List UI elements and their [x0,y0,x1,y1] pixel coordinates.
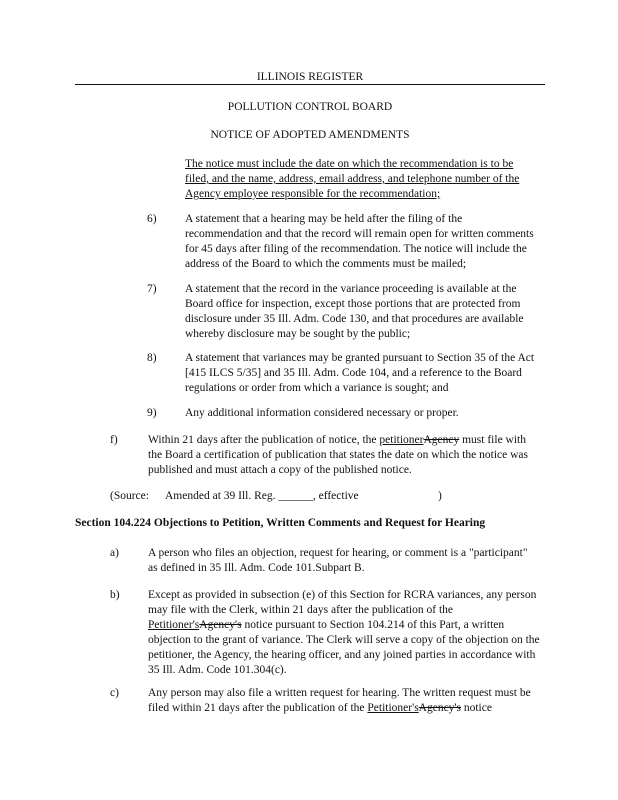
text-run: Any person may also file a written request for hearing. The written request must be filed within 21 days after the publication of the [148,687,531,714]
item-number: 9) [147,407,157,419]
item-number: c) [110,687,119,699]
text-run: must file with the Board a certification of publication that states the date on which the notice was published and must attach a copy of the published notice. [148,434,529,476]
source-text: Amended at 39 Ill. Reg. ______, effective [165,490,359,502]
notice-title: NOTICE OF ADOPTED AMENDMENTS [210,129,410,141]
text-run: notice [460,702,492,714]
deleted-text: Agency's [199,619,242,631]
item-text: A statement that the record in the variance proceeding is available at the Board office for inspection, except those portions that are protected from disclosure under 35 Ill. Adm. Code 130, and that procedures are available whereby disclosure may be sought by the public; [185,283,524,340]
source-label: (Source: [110,490,149,502]
item-text: A statement that variances may be granted pursuant to Section 35 of the Act [415 ILCS 5/35] and 35 Ill. Adm. Code 104, and a reference to the Board regulations or order from which a variance is sought; and [185,352,535,394]
item-number: a) [110,547,119,559]
header-rule [75,84,545,85]
text-run: Except as provided in subsection (e) of this Section for RCRA variances, any person may file with the Clerk, within 21 days after the publication of the [148,589,537,616]
item-number: 6) [147,213,157,225]
inserted-text: Petitioner's [148,619,200,631]
top-paragraph: The notice must include the date on which the recommendation is to be filed, and the name, address, email address, and telephone number of the Agency employee responsible for the recommendation; [185,158,520,200]
inserted-text: Petitioner's [367,702,419,714]
deleted-text: Agency's [418,702,461,714]
paragraph-c [148,686,540,716]
board-title: POLLUTION CONTROL BOARD [227,101,393,113]
section-heading: Section 104.224 Objections to Petition, Written Comments and Request for Hearing [75,517,486,529]
paragraph-b [148,588,540,678]
item-text: A statement that a hearing may be held after the filing of the recommendation and that the record will remain open for written comments for 45 days after filing of the recommendation. The notice will include the address of the Board to which the comments must be mailed; [185,213,534,270]
deleted-text: Agency [423,434,460,446]
item-number: 8) [147,352,157,364]
item-number: 7) [147,283,157,295]
item-text: Any additional information considered necessary or proper. [185,407,459,419]
inserted-text: petitioner [379,434,424,446]
text-run: notice pursuant to Section 104.214 of this Part, a written objection to the grant of variance. The Clerk will serve a copy of the objection on the petitioner, the Agency, the hearing officer, and any joined parties in accordance with 35 Ill. Adm. Code 101.304(c). [148,619,540,676]
item-number: b) [110,589,120,601]
register-title: ILLINOIS REGISTER [256,71,364,83]
text-run: Within 21 days after the publication of notice, the [148,434,380,446]
paragraph-f [148,433,538,478]
source-close: ) [438,490,442,502]
item-number: f) [110,434,118,446]
paragraph-a: A person who files an objection, request for hearing, or comment is a "participant" as defined in 35 Ill. Adm. Code 101.Subpart B. [148,547,528,574]
